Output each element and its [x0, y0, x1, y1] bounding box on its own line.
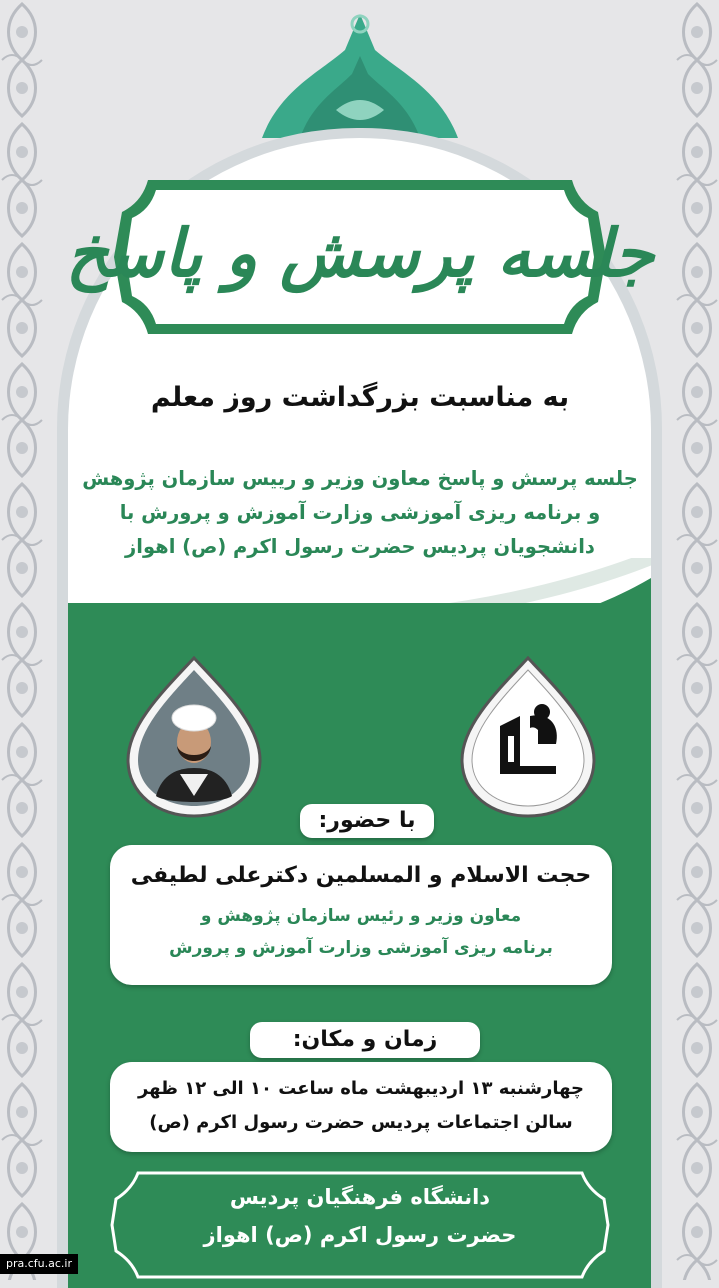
presence-label: با حضور:	[300, 804, 434, 838]
side-ornament-left	[0, 0, 44, 1280]
university-logo-icon	[460, 656, 596, 818]
time-place-label: زمان و مکان:	[250, 1022, 480, 1058]
time-place-card	[110, 1062, 612, 1152]
intro-line: دانشجویان پردیس حضرت رسول اکرم (ص) اهواز	[125, 535, 595, 558]
speaker-name: حجت الاسلام و المسلمین دکترعلی لطیفی	[130, 863, 592, 888]
side-ornament-right	[675, 0, 719, 1280]
intro-line: و برنامه ریزی آموزشی وزارت آموزش و پرورش با	[119, 501, 601, 524]
speaker-role	[110, 900, 612, 964]
footer-text	[130, 1178, 590, 1254]
time-line: چهارشنبه ۱۳ اردیبهشت ماه ساعت ۱۰ الی ۱۲ ظهر	[137, 1078, 585, 1099]
speaker-role-line: برنامه ریزی آموزشی وزارت آموزش و پرورش	[169, 938, 553, 958]
speaker-role-line: معاون وزیر و رئیس سازمان پژوهش و	[200, 906, 522, 926]
poster-subtitle: به مناسبت بزرگداشت روز معلم	[150, 382, 570, 413]
speaker-card	[110, 845, 612, 985]
intro-line: جلسه پرسش و پاسخ معاون وزیر و رییس سازمان پژوهش	[82, 467, 638, 490]
place-line: سالن اجتماعات پردیس حضرت رسول اکرم (ص)	[149, 1112, 573, 1133]
footer-line: دانشگاه فرهنگیان پردیس	[229, 1185, 491, 1209]
speaker-portrait	[126, 656, 262, 818]
poster-title: جلسه پرسش و پاسخ	[65, 214, 655, 292]
footer-line: حضرت رسول اکرم (ص) اهواز	[203, 1223, 517, 1247]
watermark-link[interactable]: pra.cfu.ac.ir	[0, 1254, 78, 1274]
intro-text	[80, 462, 640, 564]
